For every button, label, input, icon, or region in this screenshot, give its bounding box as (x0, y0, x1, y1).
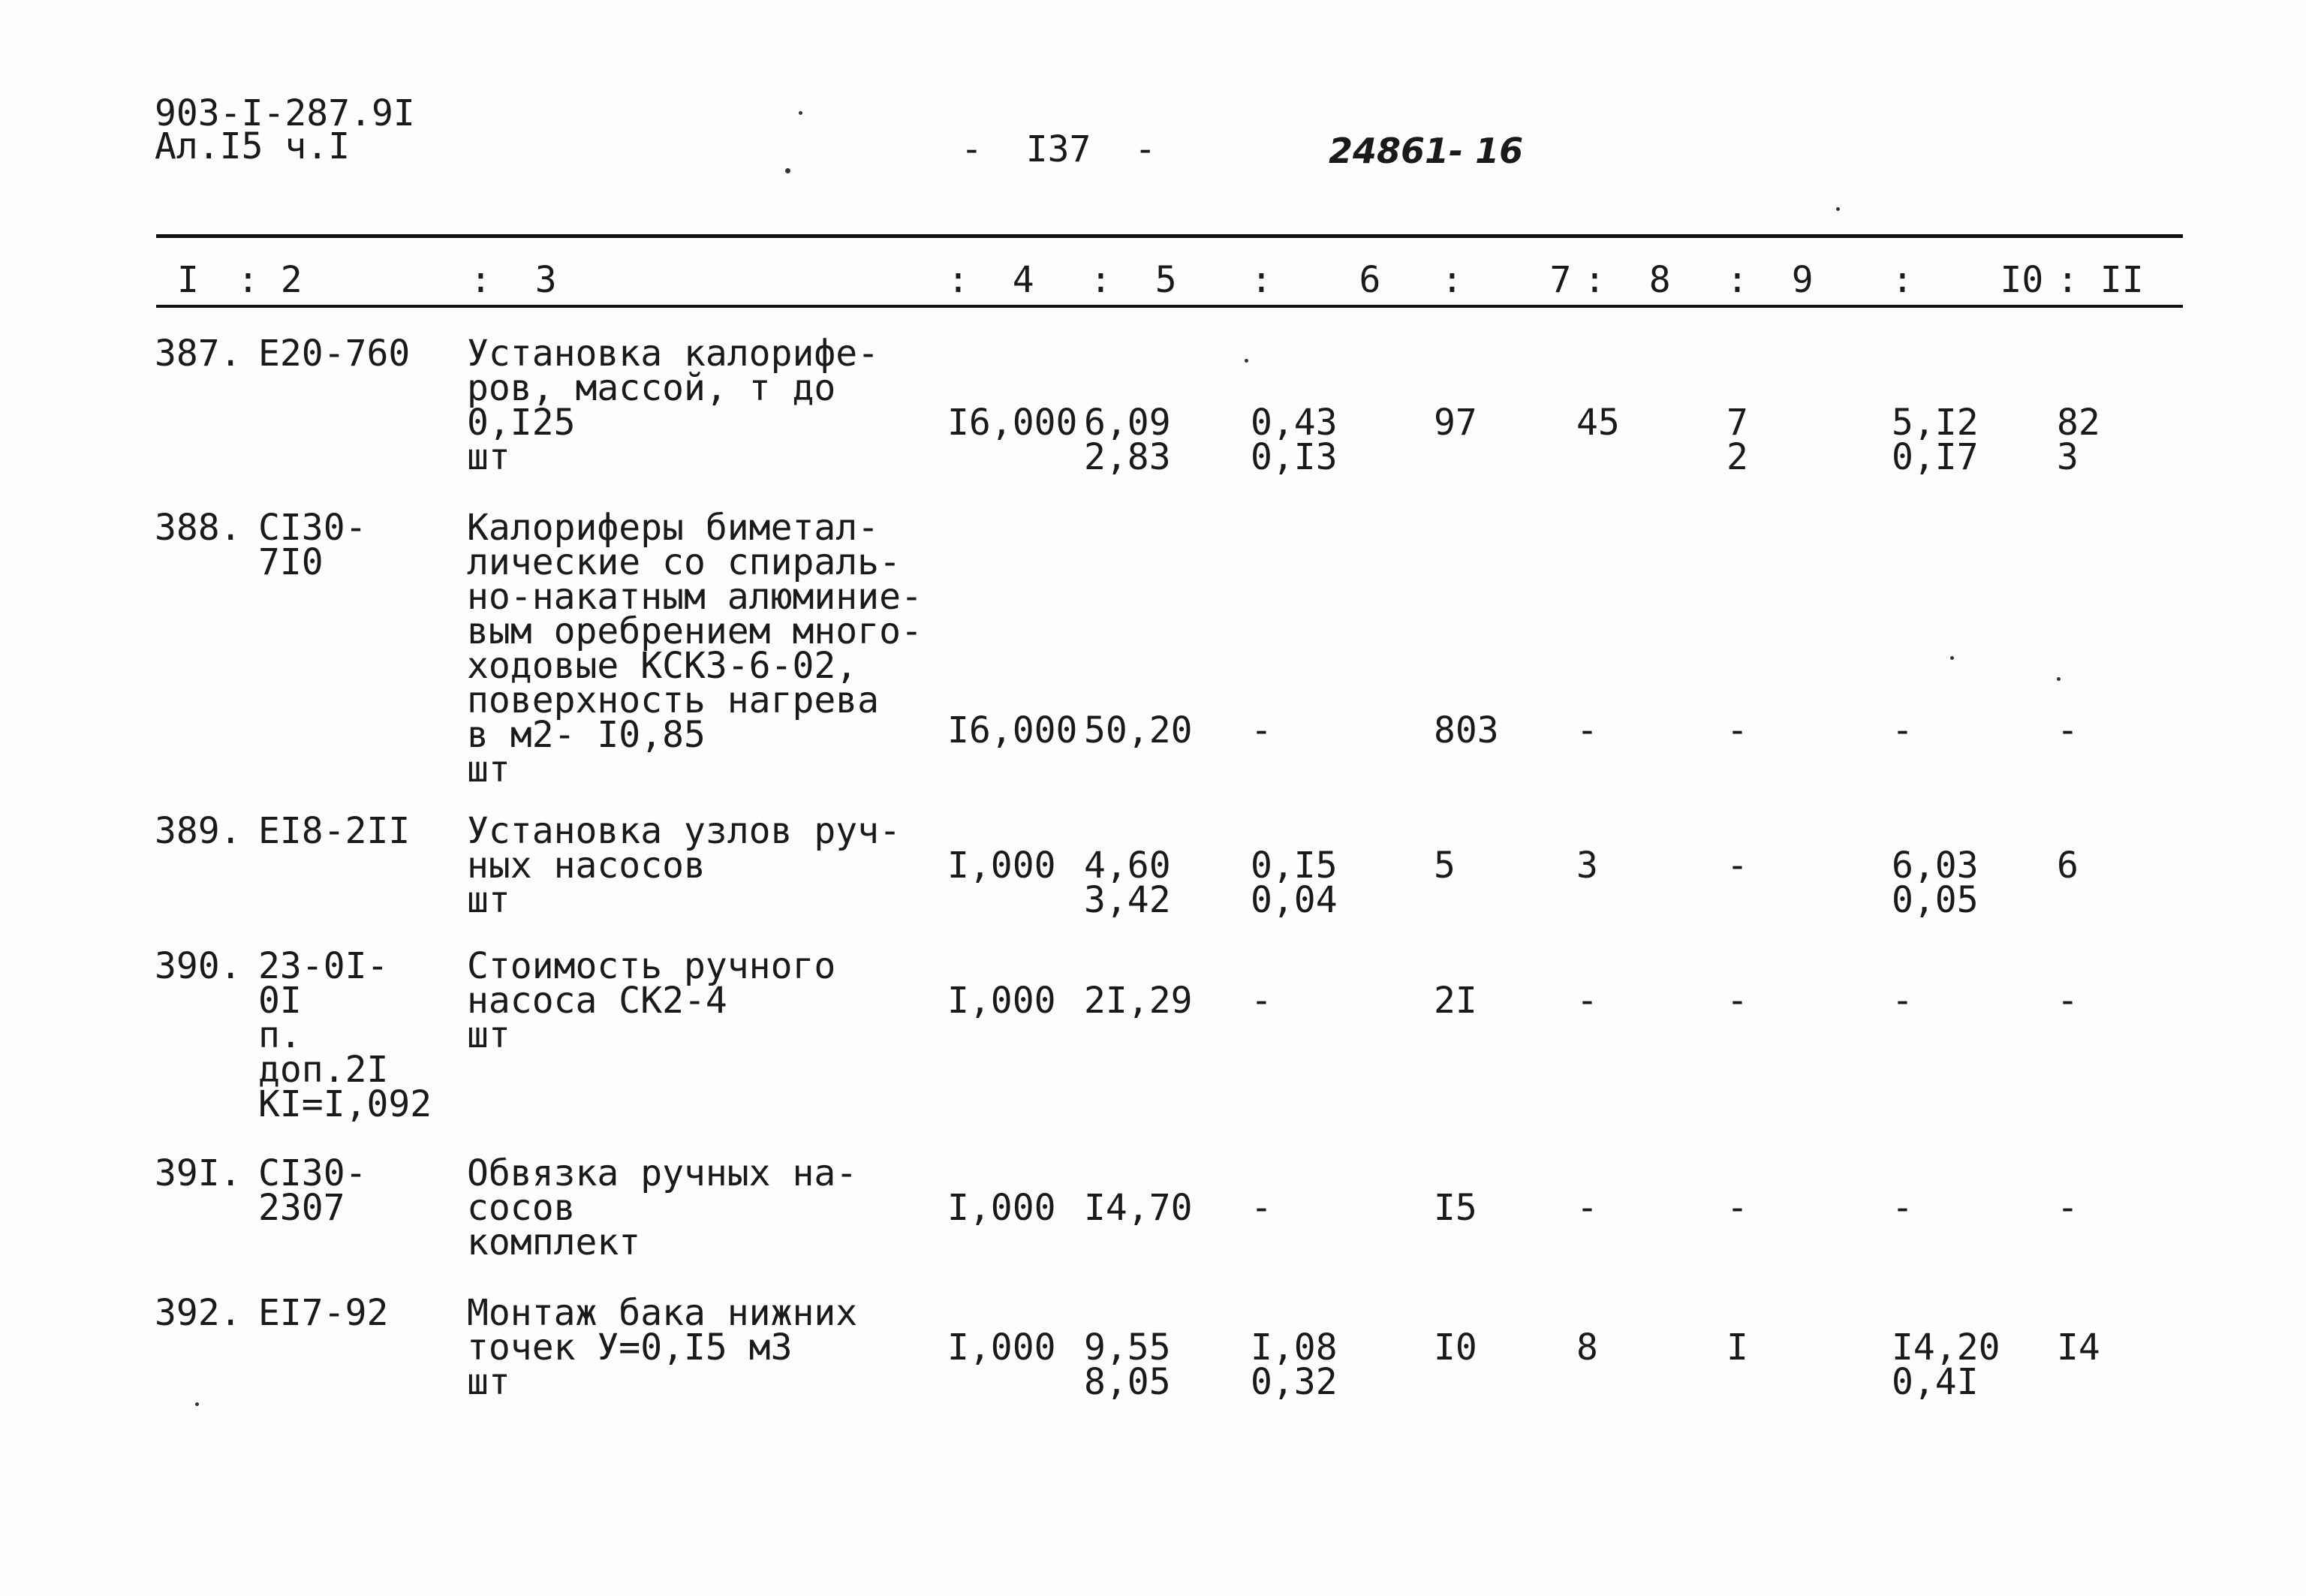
cell-col-5: 50,20 (1084, 709, 1193, 751)
scan-speck (1950, 656, 1954, 660)
cell-col-5: 6,09 2,83 (1084, 402, 1171, 478)
quantity: I,000 (947, 980, 1056, 1022)
cell-col-8: 45 (1576, 402, 1620, 444)
col-header-8: : 8 (1584, 259, 1671, 301)
work-description: Обвязка ручных на- сосов комплект (467, 1152, 858, 1263)
cell-col-9: - (1726, 980, 1748, 1022)
quantity: I6,000 (947, 402, 1078, 444)
row-number: 392. (155, 1292, 242, 1334)
norm-code: EI7-92 (258, 1292, 389, 1334)
cell-col-8: 3 (1576, 845, 1598, 887)
work-description: Калориферы биметал- лические со спираль- но-накатным алюминие- вым оребрением много- ходовые КСК3-6-02, поверхность нагрева в м2- I0,85 шт (467, 507, 923, 790)
cell-col-11: - (2057, 980, 2079, 1022)
cell-col-10: - (1892, 1187, 1913, 1229)
cell-col-11: I4 (2057, 1326, 2100, 1369)
cell-col-8: - (1576, 980, 1598, 1022)
cell-col-9: - (1726, 709, 1748, 751)
scan-speck (2057, 677, 2061, 681)
album-reference: Ал.I5 ч.I (155, 125, 351, 167)
scan-speck (1245, 359, 1248, 363)
work-description: Монтаж бака нижних точек У=0,I5 м3 шт (467, 1292, 858, 1403)
cell-col-7: 803 (1434, 709, 1499, 751)
col-header-9: : 9 (1726, 259, 1814, 301)
row-number: 39I. (155, 1152, 242, 1194)
norm-code: 23-0I- 0I п. доп.2I KI=I,092 (258, 945, 432, 1125)
scan-speck (1836, 207, 1840, 211)
col-header-7: : 7 (1441, 259, 1572, 301)
quantity: I,000 (947, 1326, 1056, 1369)
norm-code: E20-760 (258, 333, 411, 375)
cell-col-7: 5 (1434, 845, 1456, 887)
col-header-10: : I0 (1892, 259, 2044, 301)
top-rule (156, 234, 2183, 238)
cell-col-6: 0,I5 0,04 (1251, 845, 1338, 921)
col-header-1: I (177, 259, 199, 301)
row-number: 388. (155, 507, 242, 549)
cell-col-5: I4,70 (1084, 1187, 1193, 1229)
quantity: I,000 (947, 1187, 1056, 1229)
cell-col-10: - (1892, 709, 1913, 751)
cell-col-7: 2I (1434, 980, 1477, 1022)
col-header-11: : II (2057, 259, 2144, 301)
norm-code: CI30- 2307 (258, 1152, 367, 1229)
header-rule (156, 305, 2183, 308)
cell-col-9: 7 2 (1726, 402, 1748, 478)
document-number: 903-I-287.9I (155, 92, 415, 134)
cell-col-11: - (2057, 1187, 2079, 1229)
cell-col-5: 9,55 8,05 (1084, 1326, 1171, 1403)
cell-col-6: - (1251, 709, 1272, 751)
cell-col-11: - (2057, 709, 2079, 751)
col-header-3: : 3 (470, 259, 557, 301)
quantity: I6,000 (947, 709, 1078, 751)
cell-col-6: 0,43 0,I3 (1251, 402, 1338, 478)
page-number: - I37 - (961, 128, 1157, 170)
work-description: Установка калорифе- ров, массой, т до 0,I25 шт (467, 333, 880, 478)
col-header-6: : 6 (1251, 259, 1381, 301)
work-description: Стоимость ручного насоса СК2-4 шт (467, 945, 836, 1056)
quantity: I,000 (947, 845, 1056, 887)
work-description: Установка узлов руч- ных насосов шт (467, 810, 901, 921)
cell-col-8: - (1576, 709, 1598, 751)
cell-col-6: - (1251, 980, 1272, 1022)
cell-col-6: I,08 0,32 (1251, 1326, 1338, 1403)
col-header-4: : 4 (947, 259, 1034, 301)
cell-col-10: I4,20 0,4I (1892, 1326, 2000, 1403)
handwritten-reference: 24861- 16 (1329, 131, 1524, 171)
col-header-2: : 2 (237, 259, 303, 301)
norm-code: CI30- 7I0 (258, 507, 367, 583)
cell-col-7: I0 (1434, 1326, 1477, 1369)
cell-col-11: 6 (2057, 845, 2079, 887)
cell-col-10: 5,I2 0,I7 (1892, 402, 1979, 478)
row-number: 390. (155, 945, 242, 987)
cell-col-10: - (1892, 980, 1913, 1022)
cell-col-7: I5 (1434, 1187, 1477, 1229)
cell-col-9: - (1726, 845, 1748, 887)
norm-code: EI8-2II (258, 810, 411, 852)
row-number: 389. (155, 810, 242, 852)
cell-col-5: 4,60 3,42 (1084, 845, 1171, 921)
scan-speck (195, 1402, 199, 1406)
scan-speck (785, 168, 790, 173)
scan-speck (799, 111, 802, 115)
cell-col-8: 8 (1576, 1326, 1598, 1369)
cell-col-7: 97 (1434, 402, 1477, 444)
cell-col-6: - (1251, 1187, 1272, 1229)
cell-col-8: - (1576, 1187, 1598, 1229)
cell-col-11: 82 3 (2057, 402, 2100, 478)
row-number: 387. (155, 333, 242, 375)
cell-col-9: - (1726, 1187, 1748, 1229)
cell-col-10: 6,03 0,05 (1892, 845, 1979, 921)
cell-col-5: 2I,29 (1084, 980, 1193, 1022)
col-header-5: : 5 (1090, 259, 1177, 301)
cell-col-9: I (1726, 1326, 1748, 1369)
